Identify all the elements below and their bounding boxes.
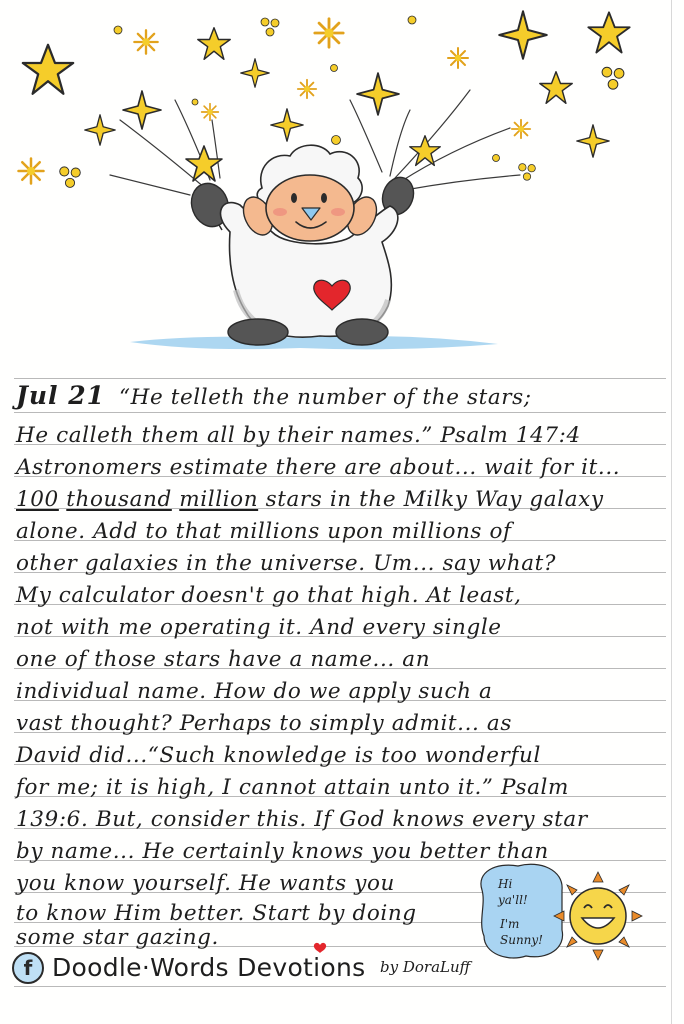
text-line-14: 139:6. But, consider this. If God knows every star bbox=[16, 807, 588, 832]
text-line-18: some star gazing. bbox=[16, 925, 219, 950]
bubble-line-3: I'm bbox=[500, 917, 520, 931]
ruled-line bbox=[14, 412, 666, 413]
underlined-million: million bbox=[179, 487, 259, 512]
sheep-stars-illustration bbox=[0, 0, 684, 372]
bubble-line-4: Sunny! bbox=[500, 933, 544, 947]
text-line-6: other galaxies in the universe. Um... say what? bbox=[16, 551, 556, 576]
ruled-line bbox=[14, 378, 666, 379]
text-line-12: David did...“Such knowledge is too wonderful bbox=[16, 743, 541, 768]
sun-icon bbox=[554, 872, 642, 960]
date-label: Jul 21 bbox=[16, 381, 105, 410]
text-line-11: vast thought? Perhaps to simply admit... as bbox=[16, 711, 512, 736]
text-line-10: individual name. How do we apply such a bbox=[16, 679, 493, 704]
text-line-15: by name... He certainly knows you better than bbox=[16, 839, 549, 864]
text-line-9: one of those stars have a name... an bbox=[16, 647, 431, 672]
text-line-4 bbox=[16, 484, 656, 516]
underlined-thousand: thousand bbox=[66, 487, 172, 512]
text-line-17: to know Him better. Start by doing bbox=[16, 901, 417, 926]
text-line-8: not with me operating it. And every single bbox=[16, 615, 502, 640]
sheep-character bbox=[186, 145, 419, 345]
bubble-line-2: ya'll! bbox=[498, 893, 528, 907]
brand-title: Doodle·Words Devotions bbox=[52, 953, 366, 982]
author-byline: by DoraLuff bbox=[380, 958, 471, 976]
text-line-1 bbox=[16, 380, 656, 412]
facebook-icon[interactable]: f bbox=[12, 952, 44, 984]
line4-rest: stars in the Milky Way galaxy bbox=[258, 487, 604, 512]
bubble-line-1: Hi bbox=[498, 877, 513, 891]
text-line-5: alone. Add to that millions upon millions of bbox=[16, 519, 512, 544]
text-line-7: My calculator doesn't go that high. At least, bbox=[16, 583, 522, 608]
text-line-2: He calleth them all by their names.” Psalm 147:4 bbox=[16, 423, 581, 448]
verse-line: “He telleth the number of the stars; bbox=[119, 385, 532, 410]
underlined-number: 100 bbox=[16, 487, 59, 512]
text-line-3: Astronomers estimate there are about... wait for it... bbox=[16, 455, 621, 480]
footer-brand bbox=[8, 948, 528, 988]
heart-icon bbox=[313, 942, 327, 954]
text-line-13: for me; it is high, I cannot attain unto it.” Psalm bbox=[16, 775, 569, 800]
text-line-16: you know yourself. He wants you bbox=[16, 871, 395, 896]
